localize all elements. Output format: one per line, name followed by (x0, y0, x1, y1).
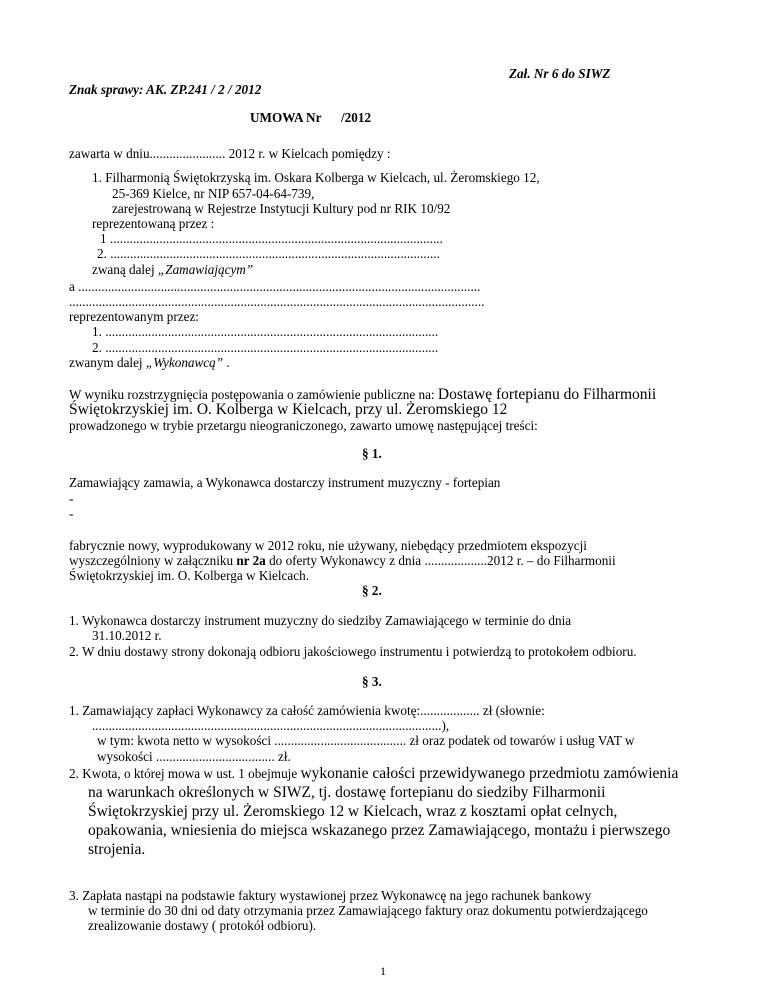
s1-line-3 (69, 553, 616, 569)
section-1-heading: § 1. (362, 446, 382, 461)
party2-called-label: zwanym dalej (69, 355, 146, 370)
s3-p2-intro: 2. Kwota, o której mowa w ust. 1 obejmuje (69, 766, 301, 781)
contract-title: UMOWA Nr (250, 110, 322, 125)
party1-registry: zarejestrowaną w Rejestrze Instytucji Kultury pod nr RIK 10/92 (112, 201, 451, 216)
party1-name: 1. Filharmonią Świętokrzyską im. Oskara Kolberga w Kielcach, ul. Żeromskiego 12, (92, 170, 540, 185)
s3-p1-line-4: wysokości .................................... zł. (97, 749, 291, 764)
s1-line-1: Zamawiający zamawia, a Wykonawca dostarczy instrument muzyczny - fortepian (69, 475, 501, 490)
party2-line-1: a .......................................................................................................................... (69, 279, 481, 294)
s2-line-3: 2. W dniu dostawy strony dokonają odbioru jakościowego instrumentu i potwierdzą to protokołem odbioru. (69, 644, 637, 659)
s3-p3-line-2: w terminie do 30 dni od daty otrzymania przez Zamawiającego faktury oraz dokumentu potwierdzającego (88, 903, 648, 918)
intro-line-3: prowadzonego w trybie przetargu nieograniczonego, zawarto umowę następującej treści: (69, 418, 538, 433)
s1-attachment-rest: do oferty Wykonawcy z dnia ...................2012 r. – do Filharmonii (265, 553, 616, 568)
page-number: 1 (380, 964, 386, 978)
s1-dash-1: - (69, 491, 74, 506)
party2-called (69, 355, 230, 371)
s2-line-1: 1. Wykonawca dostarczy instrument muzyczny do siedziby Zamawiającego w terminie do dnia (69, 613, 572, 628)
party1-role: „Zamawiającym” (157, 262, 254, 277)
section-3-heading: § 3. (362, 674, 382, 689)
s3-p1-line-2: ..........................................................................................................), (92, 718, 450, 733)
party2-rep-1: 1. ..................................................................................................... (92, 324, 439, 339)
intro-subject: Dostawę fortepianu do Filharmonii (437, 386, 657, 403)
s3-p1-line-3: w tym: kwota netto w wysokości ........................................ zł oraz podatek od towarów i usług VAT w (97, 733, 635, 748)
s3-p2-line-3: Świętokrzyskiej przy ul. Żeromskiego 12 w Kielcach, wraz z kosztami opłat celnych, (88, 803, 618, 820)
party1-called (92, 262, 253, 278)
party2-rep-2: 2. ..................................................................................................... (92, 340, 439, 355)
party1-represented: reprezentowaną przez : (92, 216, 215, 231)
s1-line-2: fabrycznie nowy, wyprodukowany w 2012 roku, nie używany, niebędący przedmiotem ekspozycji (69, 538, 587, 553)
s3-p3-line-3: zrealizowanie dostawy ( protokół odbioru). (88, 918, 317, 933)
party2-called-end: . (226, 355, 230, 370)
party1-rep-1: 1 ..................................................................................................... (100, 231, 443, 246)
section-2-heading: § 2. (362, 583, 382, 598)
s1-attachment-text: wyszczególniony w załączniku (69, 553, 237, 568)
s3-p3-line-1: 3. Zapłata nastąpi na podstawie faktury wystawionej przez Wykonawcę na jego rachunek bankowy (69, 888, 592, 903)
attachment-label: Zał. Nr 6 do SIWZ (509, 66, 611, 81)
s3-p2-line-5: strojenia. (88, 841, 146, 858)
s3-p2-line-4: opakowania, wniesienia do miejsca wskazanego przez Zamawiającego, montażu i pierwszego (88, 822, 671, 839)
s2-line-2: 31.10.2012 r. (92, 628, 162, 643)
s1-attachment-number: nr 2a (236, 553, 266, 568)
s3-p1-line-1: 1. Zamawiający zapłaci Wykonawcy za całość zamówienia kwotę:.................. zł (słownie: (69, 703, 545, 718)
concluded-line: zawarta w dniu....................... 2012 r. w Kielcach pomiędzy : (69, 146, 391, 161)
s3-p2-line-2: na warunkach określonych w SIWZ, tj. dostawę fortepianu do siedziby Filharmonii (88, 784, 606, 801)
party2-role: „Wykonawcą” (145, 355, 227, 370)
s1-line-4: Świętokrzyskiej im. O. Kolberga w Kielcach. (69, 568, 310, 583)
case-number: Znak sprawy: AK. ZP.241 / 2 / 2012 (69, 82, 262, 97)
party1-called-label: zwaną dalej (92, 262, 158, 277)
party2-line-2: .............................................................................................................................. (69, 294, 485, 309)
s3-p2-scope: wykonanie całości przewidywanego przedmiotu zamówienia (300, 765, 679, 782)
party1-rep-2: 2. .................................................................................................... (97, 246, 440, 261)
s3-p2-line-1 (69, 764, 678, 783)
intro-subject-cont: Świętokrzyskiej im. O. Kolberga w Kielcach, przy ul. Żeromskiego 12 (69, 401, 508, 418)
party2-represented: reprezentowanym przez: (69, 309, 199, 324)
contract-title-year: /2012 (341, 110, 372, 125)
intro-text: W wyniku rozstrzygnięcia postępowania o zamówienie publiczne na: (69, 387, 438, 402)
s1-dash-2: - (69, 506, 74, 521)
party1-address: 25-369 Kielce, nr NIP 657-04-64-739, (112, 186, 315, 201)
